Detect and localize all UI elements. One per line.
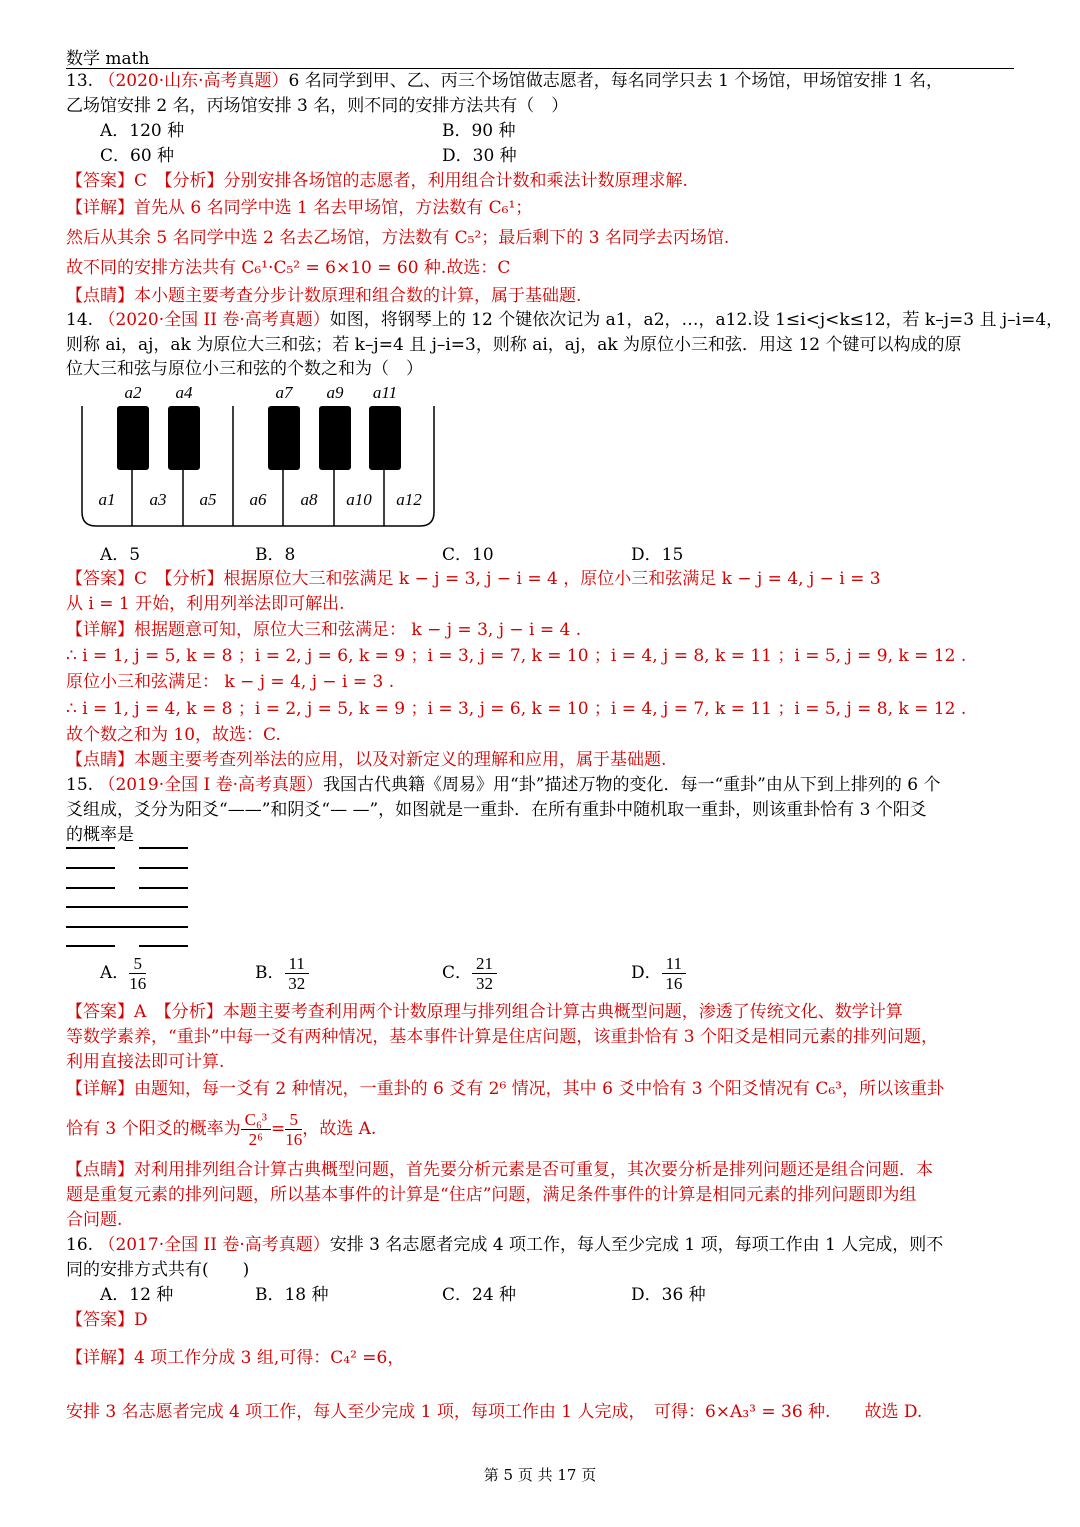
label-a2: a2 xyxy=(124,383,142,402)
q16-option-b: B．18 种 xyxy=(255,1285,329,1305)
q16-detail-2: 安排 3 名志愿者完成 4 项工作，每人至少完成 1 项，每项工作由 1 人完成， 可得：6×A₃³ = 36 种. 故选 D. xyxy=(66,1402,923,1422)
q14-answer-2: 从 i = 1 开始，利用列举法即可解出. xyxy=(66,594,345,614)
q14-option-c: C．10 xyxy=(442,545,494,565)
q13-option-c: C．60 种 xyxy=(100,146,175,166)
q14-stem-line2: 则称 ai，aj，ak 为原位大三和弦；若 k–j=4 且 j–i=3，则称 ai，aj，ak 为原位小三和弦．用这 12 个键可以构成的原 xyxy=(66,335,962,355)
q14-detail-4: ∴ i = 1, j = 4, k = 8 ；i = 2, j = 5, k = 9 ；i = 3, j = 6, k = 10 ；i = 4, j = 7, k = 11 ；i = 5, j = 8, k = 12 . xyxy=(66,699,967,719)
q15-stem-line1: 15. （2019·全国 I 卷·高考真题）我国古代典籍《周易》用“卦”描述万物的变化．每一“重卦”由从下到上排列的 6 个 xyxy=(66,775,941,795)
q15-detail-1: 【详解】由题知，每一爻有 2 种情况，一重卦的 6 爻有 2⁶ 情况，其中 6 爻中恰有 3 个阳爻情况有 C₆³，所以该重卦 xyxy=(66,1079,944,1099)
page-footer: 第 5 页 共 17 页 xyxy=(483,1466,597,1484)
q13-detail-1: 【详解】首先从 6 名同学中选 1 名去甲场馆，方法数有 C₆¹； xyxy=(66,198,533,218)
q15-source: （2019·全国 I 卷·高考真题） xyxy=(98,775,324,795)
label-a4: a4 xyxy=(175,383,193,402)
q16-option-c: C．24 种 xyxy=(442,1285,517,1305)
q13-detail-3: 故不同的安排方法共有 C₆¹·C₅² = 6×10 = 60 种.故选：C xyxy=(66,258,511,278)
q15-answer-3: 利用直接法即可计算. xyxy=(66,1052,225,1072)
q15-answer-1: 【答案】A 【分析】本题主要考查利用两个计数原理与排列组合计算古典概型问题，渗透了传统文化、数学计算 xyxy=(66,1002,903,1022)
q15-stem-line2: 爻组成，爻分为阳爻“——”和阴爻“— —”，如图就是一重卦．在所有重卦中随机取一重卦，则该重卦恰有 3 个阳爻 xyxy=(66,800,927,820)
q14-point: 【点睛】本题主要考查列举法的应用，以及对新定义的理解和应用，属于基础题. xyxy=(66,750,667,770)
piano-keyboard-figure xyxy=(78,380,440,530)
q14-source: （2020·全国 II 卷·高考真题） xyxy=(98,310,330,330)
q15-option-a: A． $\frac{5}{16}$ xyxy=(100,954,147,993)
q14-detail-1: 【详解】根据题意可知，原位大三和弦满足： k − j = 3, j − i = 4 . xyxy=(66,620,582,640)
q14-answer-1: 【答案】C 【分析】根据原位大三和弦满足 k − j = 3, j − i = 4 ，原位小三和弦满足 k − j = 4, j − i = 3 xyxy=(66,569,881,589)
q15-stem-line3: 的概率是 xyxy=(66,825,134,845)
q14-stem-line1: 14. （2020·全国 II 卷·高考真题）如图，将钢琴上的 12 个键依次记为 a1，a2，…，a12.设 1≤i<j<k≤12，若 k–j=3 且 j–i=4， xyxy=(66,310,1064,330)
q15-point-1: 【点睛】对利用排列组合计算古典概型问题，首先要分析元素是否可重复，其次要分析是排列问题还是组合问题．本 xyxy=(66,1160,933,1180)
q14-stem-line3: 位大三和弦与原位小三和弦的个数之和为（ ） xyxy=(66,359,423,379)
q13-detail-2: 然后从其余 5 名同学中选 2 名去乙场馆，方法数有 C₅²；最后剩下的 3 名同学去丙场馆. xyxy=(66,228,730,248)
q16-stem-line2: 同的安排方式共有( ) xyxy=(66,1260,250,1280)
q16-source: （2017·全国 II 卷·高考真题） xyxy=(98,1235,330,1255)
q15-answer-2: 等数学素养，“重卦”中每一爻有两种情况，基本事件计算是住店问题，该重卦恰有 3 个阳爻是相同元素的排列问题， xyxy=(66,1027,939,1047)
q14-detail-2: ∴ i = 1, j = 5, k = 8 ；i = 2, j = 6, k = 9 ；i = 3, j = 7, k = 10 ；i = 4, j = 8, k = 11 ；i = 5, j = 9, k = 12 . xyxy=(66,646,967,666)
black-key-a4 xyxy=(168,406,200,470)
black-key-a11 xyxy=(369,406,401,470)
label-a12: a12 xyxy=(396,490,422,509)
label-a6: a6 xyxy=(249,490,267,509)
q14-option-a: A．5 xyxy=(100,545,141,565)
q15-option-d: D． $\frac{11}{16}$ xyxy=(631,954,686,993)
black-key-a2 xyxy=(117,406,149,470)
q13-source: （2020·山东·高考真题） xyxy=(98,71,289,91)
q15-point-3: 合问题. xyxy=(66,1210,123,1230)
q15-point-2: 题是重复元素的排列问题，所以基本事件的计算是“住店”问题，满足条件事件的计算是相同元素的排列问题即为组 xyxy=(66,1185,917,1205)
q14-detail-5: 故个数之和为 10，故选：C. xyxy=(66,725,281,745)
q13-point: 【点睛】本小题主要考查分步计数原理和组合数的计算，属于基础题. xyxy=(66,286,582,306)
q13-option-b: B．90 种 xyxy=(442,121,516,141)
label-a9: a9 xyxy=(326,383,344,402)
header-subject: 数学 math xyxy=(66,49,150,69)
label-a8: a8 xyxy=(300,490,318,509)
black-key-a7 xyxy=(268,406,300,470)
q14-option-b: B．8 xyxy=(255,545,296,565)
label-a3: a3 xyxy=(149,490,167,509)
q16-option-d: D．36 种 xyxy=(631,1285,706,1305)
label-a10: a10 xyxy=(346,490,372,509)
q16-detail-1: 【详解】4 项工作分成 3 组,可得：C₄² =6， xyxy=(66,1348,405,1368)
q14-detail-3: 原位小三和弦满足： k − j = 4, j − i = 3 . xyxy=(66,672,395,692)
q16-option-a: A．12 种 xyxy=(100,1285,174,1305)
label-a1: a1 xyxy=(98,490,116,509)
q16-stem-line1: 16. （2017·全国 II 卷·高考真题）安排 3 名志愿者完成 4 项工作，每人至少完成 1 项，每项工作由 1 人完成，则不 xyxy=(66,1235,944,1255)
q13-stem-line2: 乙场馆安排 2 名，丙场馆安排 3 名，则不同的安排方法共有（ ） xyxy=(66,96,569,116)
q13-option-d: D．30 种 xyxy=(442,146,517,166)
q15-detail-2: 恰有 3 个阳爻的概率为 $\frac{\text{C₆³}}{\text{2⁶}}$ = $\frac{5}{16}$ ，故选 A. xyxy=(66,1110,377,1149)
label-a7: a7 xyxy=(275,383,293,402)
q13-option-a: A．120 种 xyxy=(100,121,185,141)
label-a5: a5 xyxy=(199,490,217,509)
q13-stem-line1: 13. （2020·山东·高考真题）6 名同学到甲、乙、丙三个场馆做志愿者，每名同学只去 1 个场馆，甲场馆安排 1 名， xyxy=(66,71,943,91)
q13-answer: 【答案】C 【分析】分别安排各场馆的志愿者，利用组合计数和乘法计数原理求解. xyxy=(66,171,688,191)
black-key-a9 xyxy=(319,406,351,470)
label-a11: a11 xyxy=(372,383,398,402)
q15-option-c: C． $\frac{21}{32}$ xyxy=(442,954,497,993)
q14-option-d: D．15 xyxy=(631,545,684,565)
q15-option-b: B． $\frac{11}{32}$ xyxy=(255,954,309,993)
q16-answer: 【答案】D xyxy=(66,1310,148,1330)
